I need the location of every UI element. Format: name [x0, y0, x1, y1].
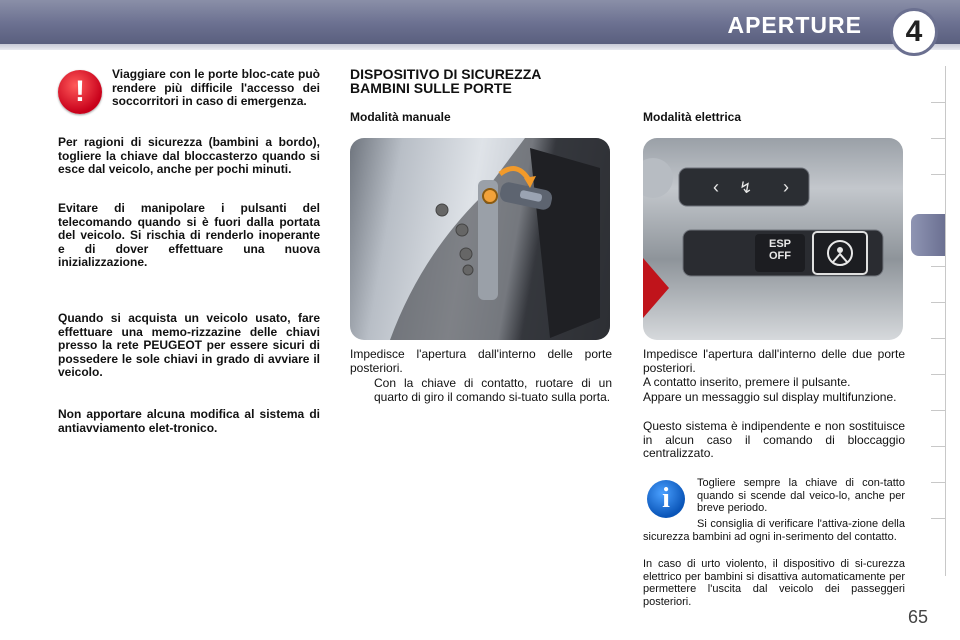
section-title-line1: DISPOSITIVO DI SICUREZZA: [350, 66, 542, 82]
section-title-line2: BAMBINI SULLE PORTE: [350, 80, 512, 96]
tab-divider: [931, 266, 945, 267]
tab-divider: [931, 138, 945, 139]
safety-paragraph-key: Per ragioni di sicurezza (bambini a bordo), togliere la chiave dal bloccasterzo quando si esce dal veicolo, anche per pochi minuti.: [58, 135, 320, 176]
manual-instruction: [350, 377, 612, 404]
note-crash-deactivation: In caso di urto violento, il dispositivo di si-curezza elettrico per bambini si disattiva automaticamente per permettere l'uscita dal veicolo dei passeggeri posteriori.: [643, 558, 905, 608]
tab-divider: [931, 410, 945, 411]
child-lock-switch-photo: [643, 138, 903, 340]
manual-intro: Impedisce l'apertura dall'interno delle porte posteriori.: [350, 347, 612, 375]
tab-divider: [931, 446, 945, 447]
esp-label: ESP: [768, 238, 791, 250]
electric-step-press: A contatto inserito, premere il pulsante.: [643, 375, 851, 389]
active-chapter-tab[interactable]: [911, 214, 945, 256]
svg-text:‹: ‹: [713, 177, 719, 197]
warning-icon: !: [58, 70, 102, 114]
manual-mode-title: Modalità manuale: [350, 110, 451, 124]
electric-message: Appare un messaggio sul display multifunzione.: [643, 390, 897, 404]
safety-paragraph-immobiliser: Non apportare alcuna modifica al sistema di antiavviamento elet-tronico.: [58, 407, 320, 435]
note-remove-key: Togliere sempre la chiave di con-tatto quando si scende dal veico-lo, anche per breve periodo.: [697, 477, 905, 514]
electric-intro: Impedisce l'apertura dall'interno delle due porte posteriori.: [643, 347, 905, 375]
page-header: [0, 0, 960, 56]
chapter-side-tabs: [926, 66, 946, 576]
tab-divider: [931, 518, 945, 519]
chapter-title: APERTURE: [727, 12, 862, 38]
section-title: [350, 67, 620, 95]
info-icon: i: [647, 480, 685, 518]
header-stripe: [0, 44, 960, 50]
off-label: OFF: [769, 250, 791, 262]
tab-divider: [931, 102, 945, 103]
svg-text:›: ›: [783, 177, 789, 197]
safety-paragraph-used-vehicle: Quando si acquista un veicolo usato, fare effettuare una memo-rizzazine delle chiavi presso la rete PEUGEOT per essere sicuri di possedere le sole chiavi in grado di avviare il veicolo.: [58, 311, 320, 379]
svg-text:↯: ↯: [739, 178, 753, 197]
esp-off-label: [759, 238, 801, 262]
safety-paragraph-remote: Evitare di manipolare i pulsanti del telecomando quando si è fuori dalla portata del veicolo. Si rischia di renderlo inoperante e di dover effettuare una nuova inizializzazione.: [58, 201, 320, 269]
tab-divider: [931, 338, 945, 339]
tab-divider: [931, 174, 945, 175]
tab-divider: [931, 374, 945, 375]
warning-text: Viaggiare con le porte bloc-cate può rendere più difficile l'accesso dei soccorritori in caso di emergenza.: [112, 67, 320, 108]
chapter-number-badge: 4: [890, 8, 938, 56]
door-lock-illustration: [350, 138, 610, 340]
electric-mode-title: Modalità elettrica: [643, 110, 742, 124]
manual-instruction-text: Con la chiave di contatto, ruotare di un quarto di giro il comando si-tuato sulla porta.: [374, 376, 612, 404]
tab-divider: [931, 302, 945, 303]
bullet-pointer-icon: [350, 377, 374, 404]
page-number: 65: [907, 607, 928, 627]
note-check-activation: Si consiglia di verificare l'attiva-zione della sicurezza bambini ad ogni in-serimento del contatto.: [643, 518, 905, 543]
electric-independence: Questo sistema è indipendente e non sostituisce in alcun caso il comando di bloccaggio centralizzato.: [643, 419, 905, 460]
door-lock-photo: [350, 138, 610, 340]
tab-divider: [931, 482, 945, 483]
